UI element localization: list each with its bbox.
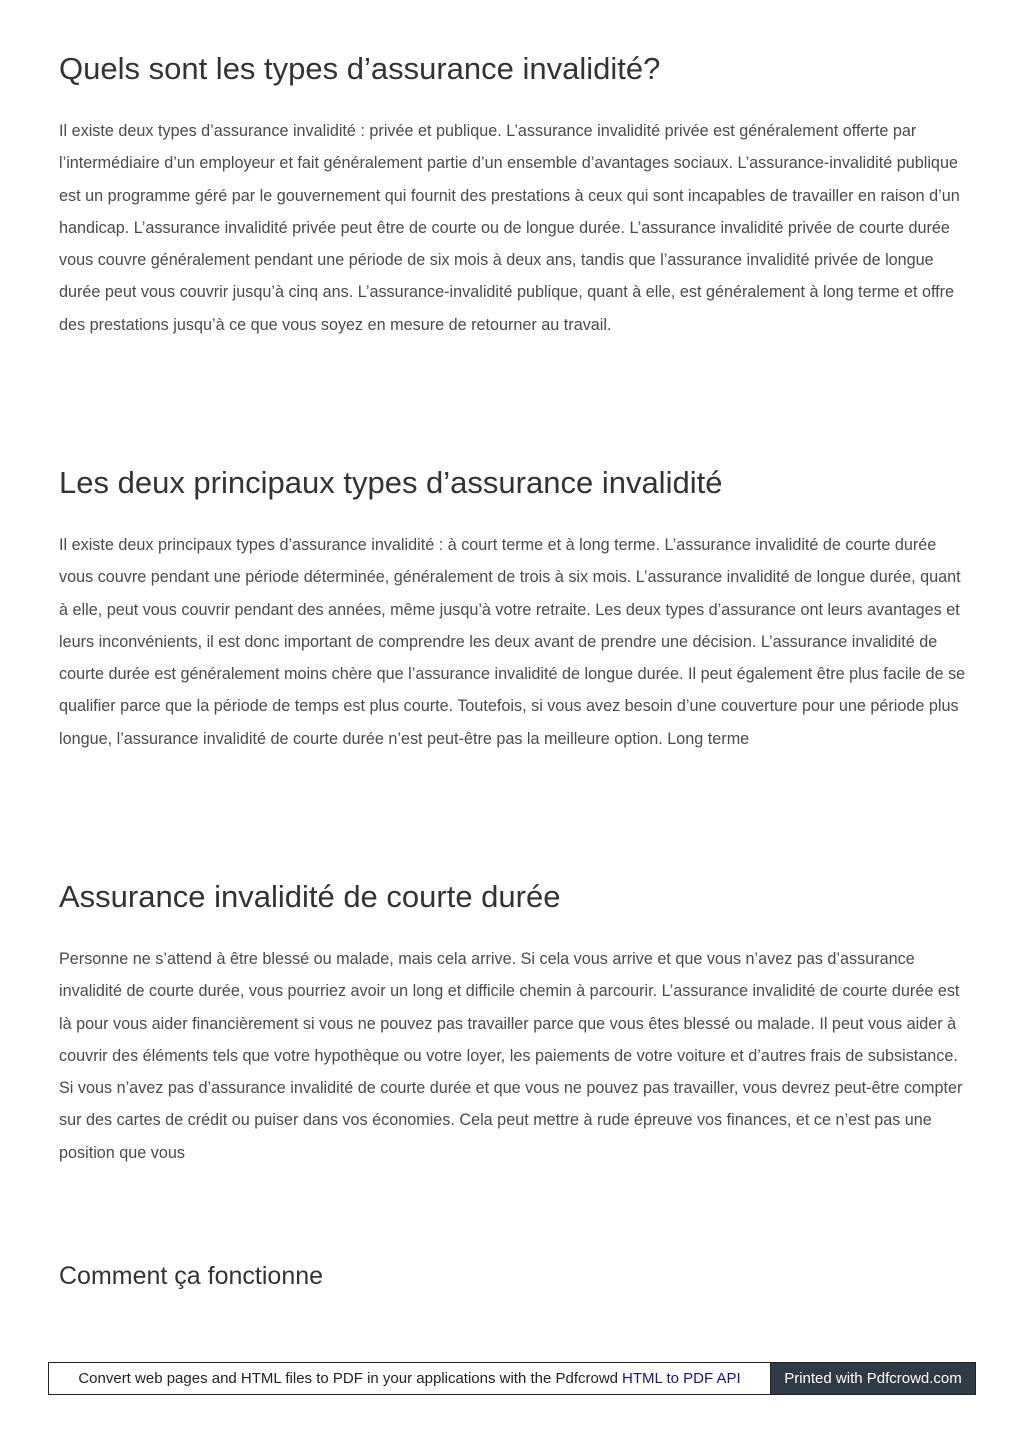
section-heading: Assurance invalidité de courte durée: [59, 879, 561, 914]
section-paragraph: Il existe deux principaux types d’assurance invalidité : à court terme et à long terme. L’assurance invalidité de courte durée vous couvre pendant une période déterminée, généralement de trois à six mois. L’assurance invalidité de longue durée, quant à elle, peut vous couvrir pendant des années, même jusqu’à votre retraite. Les deux types d’assurance ont leurs avantages et leurs inconvénients, il est donc important de comprendre les deux avant de prendre une décision. L’assurance invalidité de courte durée est généralement moins chère que l’assurance invalidité de longue durée. Il peut également être plus facile de se qualifier parce que la période de temps est plus courte. Toutefois, si vous avez besoin d’une couverture pour une période plus longue, l’assurance invalidité de courte durée n’est peut-être pas la meilleure option. Long terme: [59, 536, 966, 748]
footer-promo-text: Convert web pages and HTML files to PDF in your applications with the Pdfcrowd: [78, 1370, 619, 1387]
section-paragraph: Personne ne s’attend à être blessé ou malade, mais cela arrive. Si cela vous arrive et que vous n’avez pas d’assurance invalidité de courte durée, vous pourriez avoir un long et difficile chemin à parcourir. L’assurance invalidité de courte durée est là pour vous aider financièrement si vous ne pouvez pas travailler parce que vous êtes blessé ou malade. Il peut vous aider à couvrir des éléments tels que votre hypothèque ou votre loyer, les paiements de votre voiture et d’autres frais de subsistance. Si vous n’avez pas d’assurance invalidité de courte durée et que vous ne pouvez pas travailler, vous devrez peut-être compter sur des cartes de crédit ou puiser dans vos économies. Cela peut mettre à rude épreuve vos finances, et ce n’est pas une position que vous: [59, 950, 963, 1162]
pdfcrowd-footer: [48, 1362, 976, 1395]
printed-with-badge[interactable]: [770, 1362, 976, 1395]
section-paragraph: Il existe deux types d’assurance invalidité : privée et publique. L’assurance invalidité privée est généralement offerte par l’intermédiaire d’un employeur et fait généralement partie d’un ensemble d’avantages sociaux. L’assurance-invalidité publique est un programme géré par le gouvernement qui fournit des prestations à ceux qui sont incapables de travailler en raison d’un handicap. L’assurance invalidité privée peut être de courte ou de longue durée. L’assurance invalidité privée de courte durée vous couvre généralement pendant une période de six mois à deux ans, tandis que l’assurance invalidité privée de longue durée peut vous couvrir jusqu’à cinq ans. L’assurance-invalidité publique, quant à elle, est généralement à long terme et offre des prestations jusqu’à ce que vous soyez en mesure de retourner au travail.: [59, 122, 960, 334]
section-subheading: Comment ça fonctionne: [59, 1262, 324, 1290]
section-heading: Quels sont les types d’assurance invalidité?: [59, 51, 661, 86]
html-to-pdf-api-link[interactable]: HTML to PDF API: [622, 1370, 741, 1387]
footer-promo: [48, 1362, 770, 1395]
section-heading: Les deux principaux types d’assurance invalidité: [59, 465, 723, 500]
printed-with-text: Printed with Pdfcrowd.com: [784, 1370, 962, 1387]
